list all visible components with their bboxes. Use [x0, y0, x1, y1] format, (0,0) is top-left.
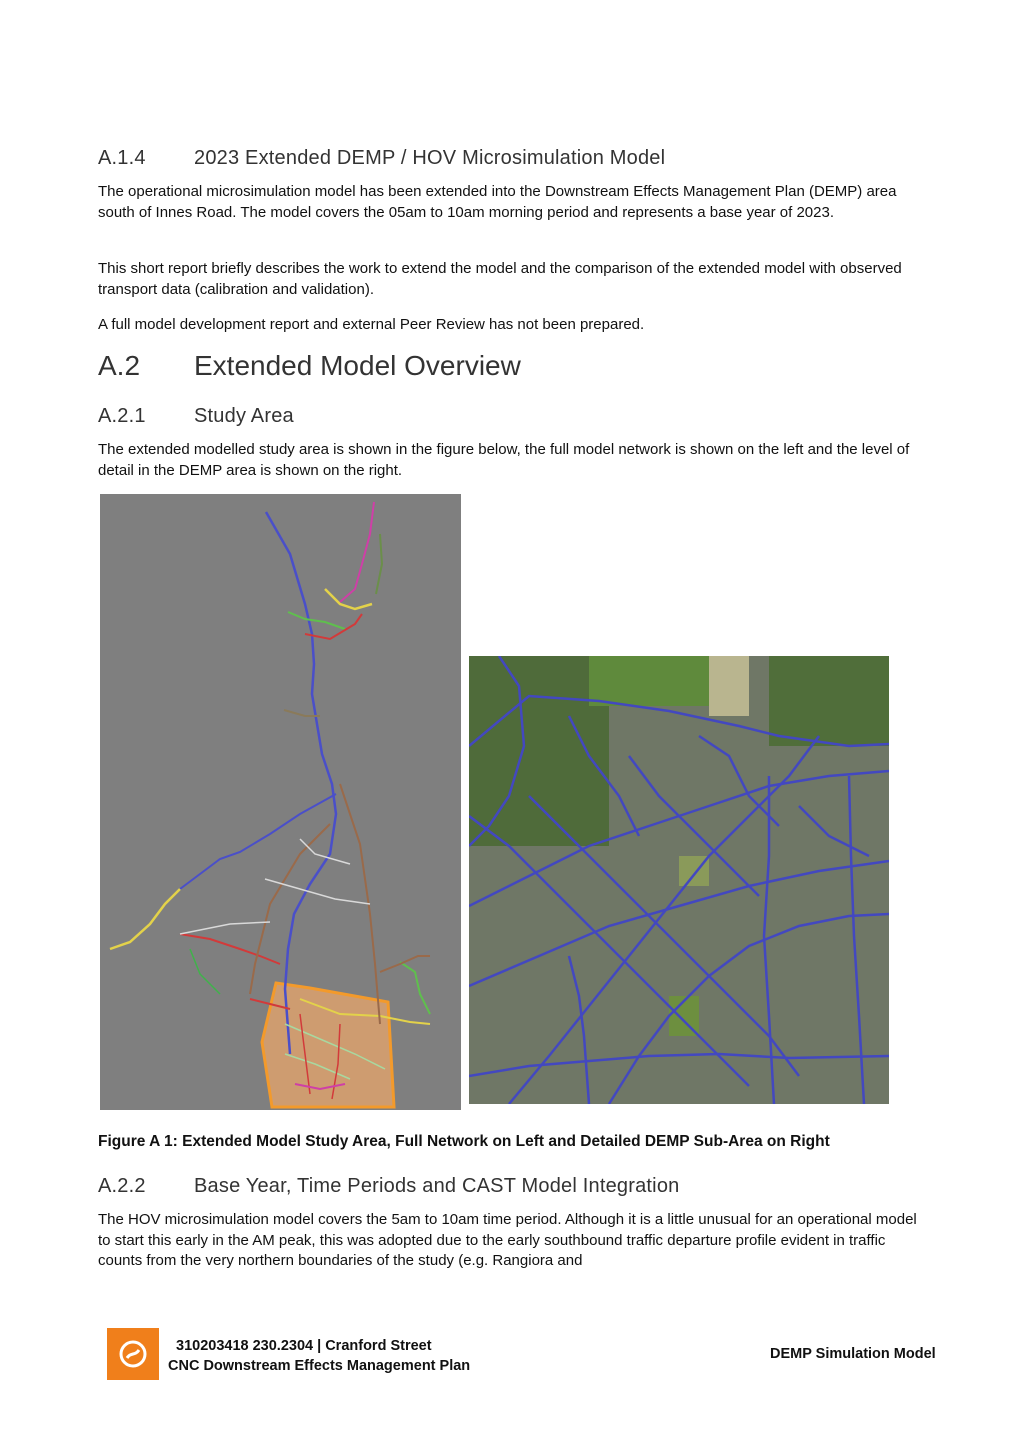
green-road [288, 612, 345, 629]
green-road-east [400, 962, 430, 1014]
olive-road [376, 534, 382, 594]
local-road [180, 922, 270, 934]
heading-a2 [98, 350, 521, 382]
stantec-logo-icon [107, 1328, 159, 1380]
aerial-map-graphic [469, 656, 889, 1104]
figure-full-network [100, 494, 461, 1110]
motorway-route [266, 512, 336, 1054]
heading-title: 2023 Extended DEMP / HOV Microsimulation Model [194, 147, 666, 169]
paragraph-peer-review: A full model development report and external Peer Review has not been prepared. [98, 316, 645, 333]
footer-plan-line: CNC Downstream Effects Management Plan [168, 1358, 471, 1374]
farmland-patch [469, 656, 609, 846]
heading-a21 [98, 405, 294, 428]
red-road [305, 614, 362, 639]
farmland-patch [769, 656, 889, 746]
brown-road [340, 784, 380, 1024]
heading-number: A.2 [98, 350, 141, 381]
yellow-corridor [110, 889, 180, 949]
heading-number: A.1.4 [98, 147, 146, 169]
heading-title: Base Year, Time Periods and CAST Model Integration [194, 1175, 680, 1197]
yellow-corridor-north [325, 589, 372, 609]
local-road [265, 879, 370, 904]
heading-number: A.2.2 [98, 1175, 146, 1197]
heading-title: Extended Model Overview [194, 350, 521, 381]
farmland-patch [709, 656, 749, 716]
paragraph-description: This short report briefly describes the work to extend the model and the comparison of the extended model with observed transport data (calibration and validation). [98, 260, 902, 298]
magenta-road [340, 502, 374, 602]
logo-mark-icon [107, 1328, 159, 1380]
brown-road-west [250, 824, 330, 994]
paragraph-time-periods: The HOV microsimulation model covers the 5am to 10am time period. Although it is a little unusual for an operational model to start this early in the AM peak, this was adopted due to the early southbound traffic departure profile evident in traffic counts from the very northern boundaries of the study (e.g. Rangiora and [98, 1211, 917, 1269]
footer-doc-title: DEMP Simulation Model [770, 1346, 936, 1362]
local-road-green [190, 949, 220, 994]
footer-project-info [168, 1336, 470, 1376]
heading-a22 [98, 1175, 679, 1198]
figure-demp-aerial [469, 656, 889, 1104]
heading-a14 [98, 147, 665, 170]
figure-caption: Figure A 1: Extended Model Study Area, Full Network on Left and Detailed DEMP Sub-Area on Right [98, 1133, 830, 1150]
heading-title: Study Area [194, 405, 294, 427]
paragraph-study-area: The extended modelled study area is shown in the figure below, the full model network is shown on the left and the level of detail in the DEMP area is shown on the right. [98, 441, 910, 479]
network-map-graphic [100, 494, 461, 1110]
footer-project-line: 310203418 230.2304 | Cranford Street [176, 1338, 432, 1354]
paragraph-intro: The operational microsimulation model has been extended into the Downstream Effects Management Plan (DEMP) area south of Innes Road. The model covers the 05am to 10am morning period and represents a base year of 2023. [98, 183, 897, 221]
brown-road-east [380, 956, 430, 972]
heading-number: A.2.1 [98, 405, 146, 427]
